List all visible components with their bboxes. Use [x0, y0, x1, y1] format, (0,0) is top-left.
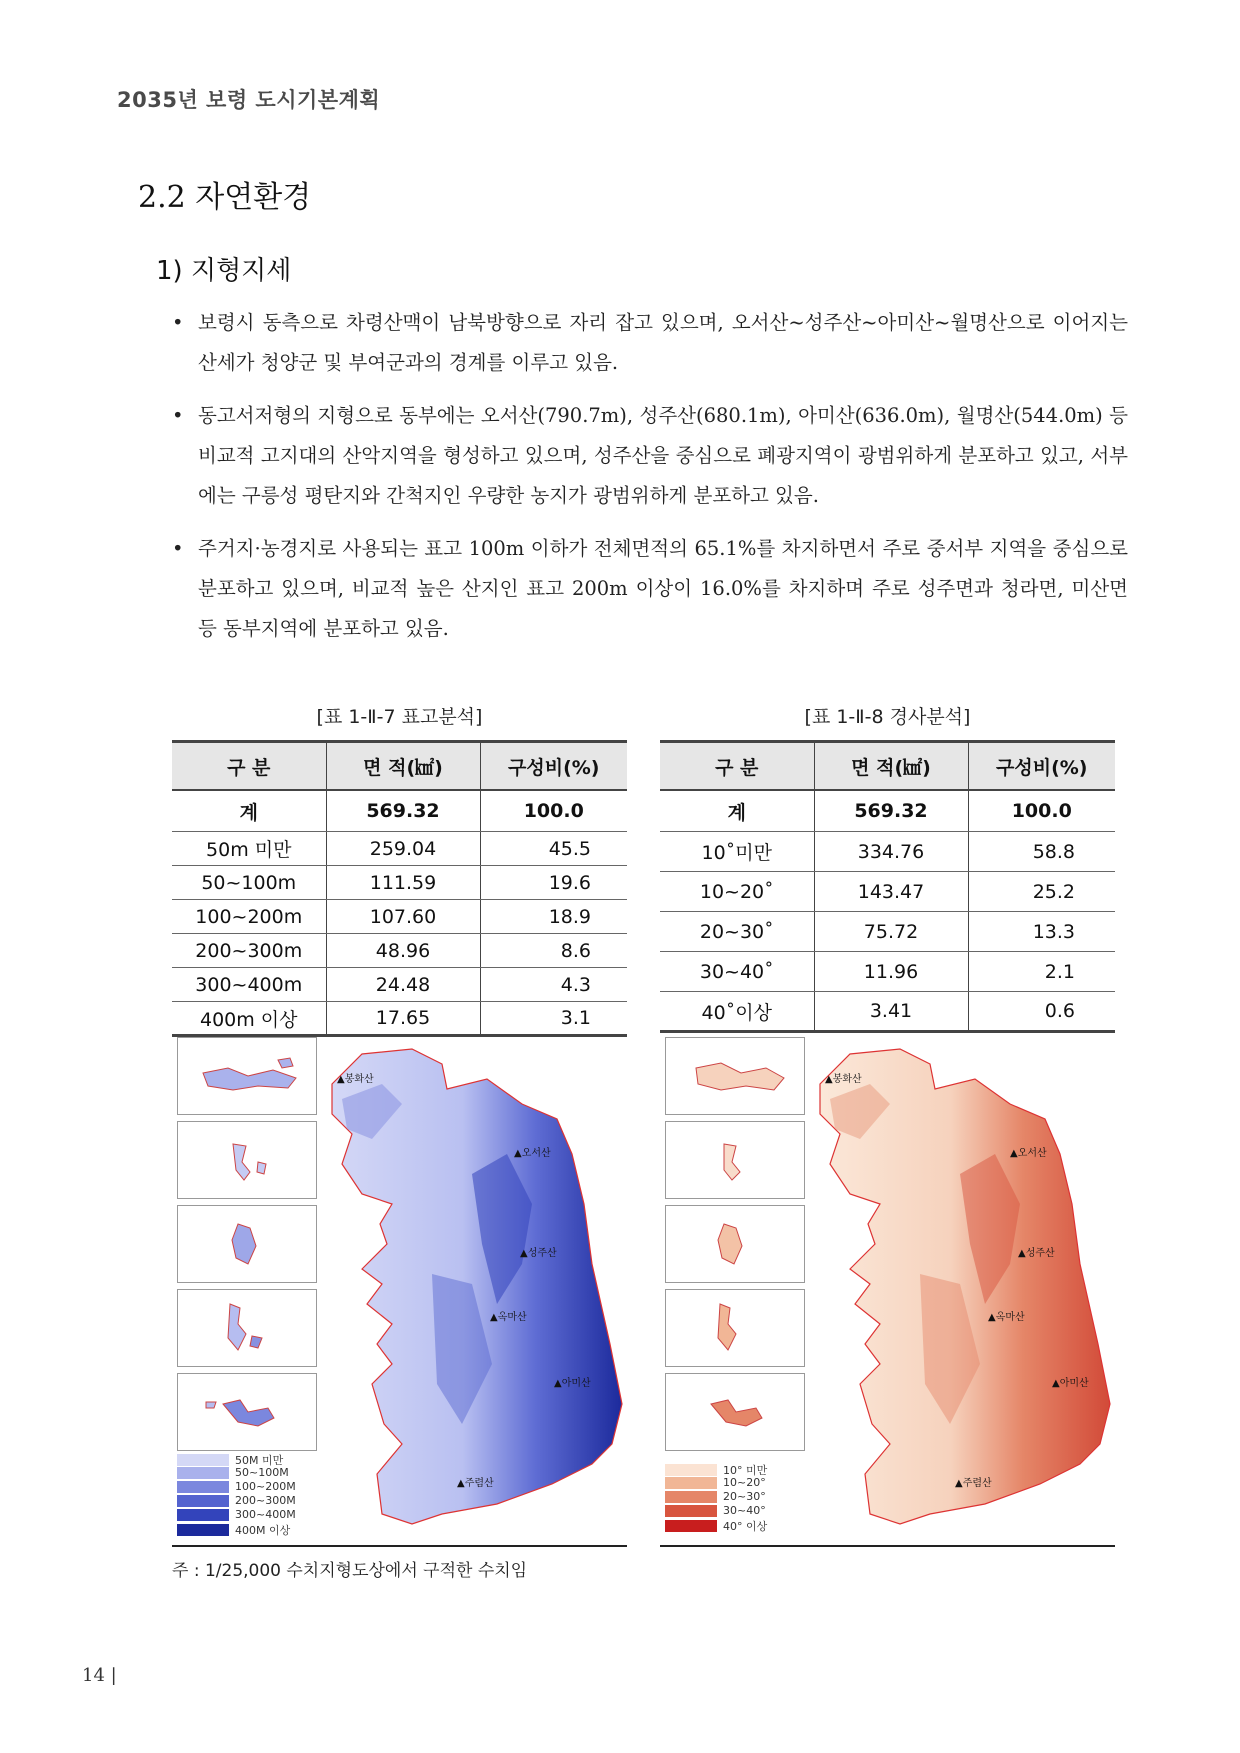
island-inset-map: [666, 1206, 804, 1282]
table-row: [660, 952, 1115, 992]
table-cell: 100.0: [480, 790, 627, 832]
island-inset: [665, 1205, 805, 1283]
table-cell: 24.48: [326, 968, 480, 1002]
table-cell: 10~20˚: [660, 872, 814, 912]
table-cell: 2.1: [968, 952, 1115, 992]
table-cell: 17.65: [326, 1002, 480, 1036]
legend-item: [665, 1504, 766, 1517]
legend-label: 40° 이상: [723, 1520, 768, 1533]
table-cell: 3.1: [480, 1002, 627, 1036]
figure-bottom-rule: [172, 1545, 627, 1547]
island-inset: [665, 1373, 805, 1451]
legend-label: 100~200M: [235, 1480, 296, 1493]
table-cell: 58.8: [968, 832, 1115, 872]
table-row: [172, 1002, 627, 1036]
table-cell: 48.96: [326, 934, 480, 968]
legend-swatch: [177, 1454, 229, 1466]
legend-item: [665, 1518, 767, 1534]
table-cell: 143.47: [814, 872, 968, 912]
header-cell: 구 분: [660, 742, 814, 791]
table-cell: 20~30˚: [660, 912, 814, 952]
legend-label: 20~30°: [723, 1490, 766, 1503]
subsection-title: 1) 지형지세: [156, 256, 292, 286]
slope-main-map: [810, 1044, 1112, 1534]
table-cell: 0.6: [968, 992, 1115, 1032]
table-cell: 45.5: [480, 832, 627, 866]
bullet-item: • 보령시 동측으로 차령산맥이 남북방향으로 자리 잡고 있으며, 오서산~성주산~아미산~월명산으로 이어지는 산세가 청양군 및 부여군과의 경계를 이루고 있음.: [172, 303, 1128, 383]
table-cell: 18.9: [480, 900, 627, 934]
header-cell: 구 분: [172, 742, 326, 791]
elevation-legend: [177, 1452, 317, 1540]
legend-item: [177, 1522, 290, 1538]
table-cell: 25.2: [968, 872, 1115, 912]
page-number: 14 |: [82, 1665, 117, 1686]
table-cell: 8.6: [480, 934, 627, 968]
table-row: [660, 912, 1115, 952]
table-cell: 50m 미만: [172, 832, 326, 866]
island-inset-map: [666, 1374, 804, 1450]
table-header-row: [660, 742, 1115, 791]
slope-table: [660, 740, 1115, 1033]
table-cell: 107.60: [326, 900, 480, 934]
table-cell: 계: [660, 790, 814, 832]
table-row: [660, 992, 1115, 1032]
legend-swatch: [177, 1495, 229, 1507]
table-cell: 100~200m: [172, 900, 326, 934]
legend-swatch: [177, 1467, 229, 1479]
peak-label: ▲봉화산: [825, 1074, 862, 1085]
legend-item: [177, 1494, 296, 1507]
table-row: [660, 872, 1115, 912]
table-cell: 50~100m: [172, 866, 326, 900]
legend-label: 400M 이상: [235, 1524, 291, 1537]
legend-item: [665, 1490, 766, 1503]
island-inset-map: [666, 1122, 804, 1198]
legend-swatch: [177, 1481, 229, 1493]
peak-label: ▲성주산: [520, 1248, 557, 1259]
table-cell: 계: [172, 790, 326, 832]
island-inset: [665, 1121, 805, 1199]
table-row: [172, 866, 627, 900]
peak-label: ▲성주산: [1018, 1248, 1055, 1259]
legend-swatch: [177, 1509, 229, 1521]
table-row: [660, 832, 1115, 872]
island-inset-map: [666, 1038, 804, 1114]
table-cell: 400m 이상: [172, 1002, 326, 1036]
island-inset: [665, 1037, 805, 1115]
table-total-row: [660, 790, 1115, 832]
legend-label: 10° 미만: [723, 1464, 768, 1477]
slope-table-caption: [표 1-Ⅱ-8 경사분석]: [804, 706, 971, 728]
island-inset: [177, 1037, 317, 1115]
legend-swatch: [177, 1524, 229, 1536]
peak-label: ▲아미산: [1052, 1378, 1089, 1389]
bullet-item: • 주거지·농경지로 사용되는 표고 100m 이하가 전체면적의 65.1%를 차지하면서 주로 중서부 지역을 중심으로 분포하고 있으며, 비교적 높은 산지인 표고 200m 이상이 16.0%를 차지하며 주로 성주면과 청라면, 미산면 등 동부지역에 분포하고 있음.: [172, 529, 1128, 649]
table-cell: 334.76: [814, 832, 968, 872]
legend-item: [665, 1476, 766, 1489]
table-row: [172, 832, 627, 866]
bullet-item: • 동고서저형의 지형으로 동부에는 오서산(790.7m), 성주산(680.1m), 아미산(636.0m), 월명산(544.0m) 등 비교적 고지대의 산악지역을 형성하고 있으며, 성주산을 중심으로 폐광지역이 광범위하게 분포하고 있고, 서부에는 구릉성 평탄지와 간척지인 우량한 농지가 광범위하게 분포하고 있음.: [172, 396, 1128, 516]
bullet-list: [172, 303, 1128, 662]
island-inset-map: [178, 1122, 316, 1198]
table-cell: 569.32: [814, 790, 968, 832]
table-cell: 100.0: [968, 790, 1115, 832]
island-inset-map: [178, 1206, 316, 1282]
table-cell: 111.59: [326, 866, 480, 900]
elevation-main-map: [322, 1044, 624, 1534]
legend-swatch: [665, 1520, 717, 1532]
source-note: 주 : 1/25,000 수치지형도상에서 구적한 수치임: [172, 1561, 528, 1581]
table-cell: 300~400m: [172, 968, 326, 1002]
table-cell: 30~40˚: [660, 952, 814, 992]
document-header: 2035년 보령 도시기본계획: [117, 88, 381, 112]
table-total-row: [172, 790, 627, 832]
table-row: [172, 934, 627, 968]
header-cell: 면 적(㎢): [326, 742, 480, 791]
peak-label: ▲주렴산: [955, 1478, 992, 1489]
header-cell: 면 적(㎢): [814, 742, 968, 791]
table-cell: 11.96: [814, 952, 968, 992]
legend-swatch: [665, 1464, 717, 1476]
page-number-value: 14: [82, 1665, 105, 1686]
table-cell: 40˚이상: [660, 992, 814, 1032]
elevation-table: [172, 740, 627, 1037]
table-cell: 75.72: [814, 912, 968, 952]
legend-label: 50M 미만: [235, 1454, 284, 1467]
legend-label: 30~40°: [723, 1504, 766, 1517]
peak-label: ▲옥마산: [988, 1312, 1025, 1323]
slope-legend: [665, 1462, 805, 1538]
slope-map-figure: [660, 1032, 1115, 1544]
table-cell: 3.41: [814, 992, 968, 1032]
legend-label: 200~300M: [235, 1494, 296, 1507]
figure-bottom-rule: [660, 1545, 1115, 1547]
legend-item: [177, 1508, 296, 1521]
section-title: 2.2 자연환경: [138, 180, 312, 215]
peak-label: ▲주렴산: [457, 1478, 494, 1489]
island-inset: [177, 1205, 317, 1283]
peak-label: ▲오서산: [514, 1148, 551, 1159]
table-cell: 569.32: [326, 790, 480, 832]
island-inset: [177, 1289, 317, 1367]
island-inset-map: [178, 1374, 316, 1450]
island-inset-map: [666, 1290, 804, 1366]
island-inset: [177, 1373, 317, 1451]
legend-swatch: [665, 1477, 717, 1489]
table-row: [172, 968, 627, 1002]
island-inset: [665, 1289, 805, 1367]
legend-swatch: [665, 1491, 717, 1503]
table-cell: 4.3: [480, 968, 627, 1002]
table-cell: 200~300m: [172, 934, 326, 968]
table-header-row: [172, 742, 627, 791]
header-cell: 구성비(%): [480, 742, 627, 791]
table-row: [172, 900, 627, 934]
peak-label: ▲옥마산: [490, 1312, 527, 1323]
peak-label: ▲오서산: [1010, 1148, 1047, 1159]
legend-item: [177, 1480, 296, 1493]
table-cell: 13.3: [968, 912, 1115, 952]
island-inset-map: [178, 1290, 316, 1366]
table-cell: 19.6: [480, 866, 627, 900]
peak-label: ▲봉화산: [337, 1074, 374, 1085]
elevation-map-figure: [172, 1032, 627, 1544]
peak-label: ▲아미산: [554, 1378, 591, 1389]
legend-label: 10~20°: [723, 1476, 766, 1489]
table-cell: 10˚미만: [660, 832, 814, 872]
legend-label: 300~400M: [235, 1508, 296, 1521]
elevation-table-caption: [표 1-Ⅱ-7 표고분석]: [316, 706, 483, 728]
header-cell: 구성비(%): [968, 742, 1115, 791]
table-cell: 259.04: [326, 832, 480, 866]
legend-label: 50~100M: [235, 1466, 289, 1479]
island-inset-map: [178, 1038, 316, 1114]
legend-swatch: [665, 1505, 717, 1517]
legend-item: [177, 1466, 289, 1479]
island-inset: [177, 1121, 317, 1199]
